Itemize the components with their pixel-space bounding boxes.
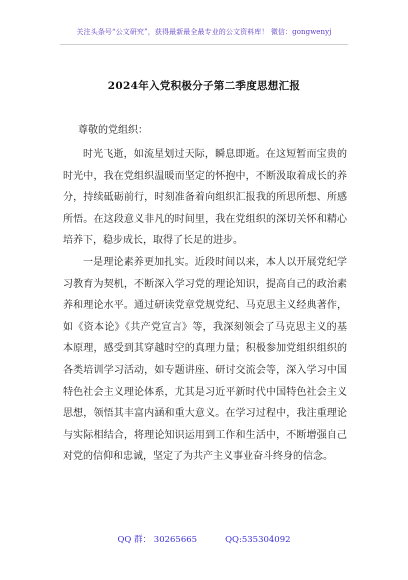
paragraph-1: 时光飞逝，如流星划过天际，瞬息即逝。在这短暂而宝贵的时光中，我在党组织温暖而坚定的怀抱中，不断汲取着成长的养分，持续砥砺前行，时刻准备着向组织汇报我的所思所想、所感所悟。在这段意义非凡的时间里，我在党组织的深切关怀和精心培养下，稳步成长，取得了长足的进步。	[63, 149, 347, 247]
paragraph-2: 一是理论素养更加扎实。近段时间以来，本人以开展党纪学习教育为契机，不断深入学习党的理论知识，提高自己的政治素养和理论水平。通过研读党章党规党纪、马克思主义经典著作，如《资本论》《共产党宣言》等，我深刻领会了马克思主义的基本原理，感受到其穿越时空的真理力量；积极参加党组织组织的各类培训学习活动，如专题讲座、研讨交流会等，深入学习中国特色社会主义理论体系，尤其是习近平新时代中国特色社会主义思想，领悟其丰富内涵和重大意义。在学习过程中，我注重理论与实际相结合，将理论知识运用到工作和生活中，不断增强自己对党的信仰和忠诚，坚定了为共产主义事业奋斗终身的信念。	[63, 256, 347, 463]
footer-contact	[0, 533, 408, 545]
document-body	[63, 144, 347, 468]
footer-qq-group: QQ 群： 30265665	[117, 535, 198, 545]
header-divider	[60, 44, 348, 45]
salutation: 尊敬的党组织：	[78, 125, 148, 136]
footer-qq-number: QQ:535304092	[225, 535, 291, 545]
document-title: 2024年入党积极分子第二季度思想汇报	[107, 80, 301, 92]
header-note: 关注头条号“公文研究”，获得最新最全最专业的公文资料库！ 微信：gongwenyj	[76, 28, 332, 36]
